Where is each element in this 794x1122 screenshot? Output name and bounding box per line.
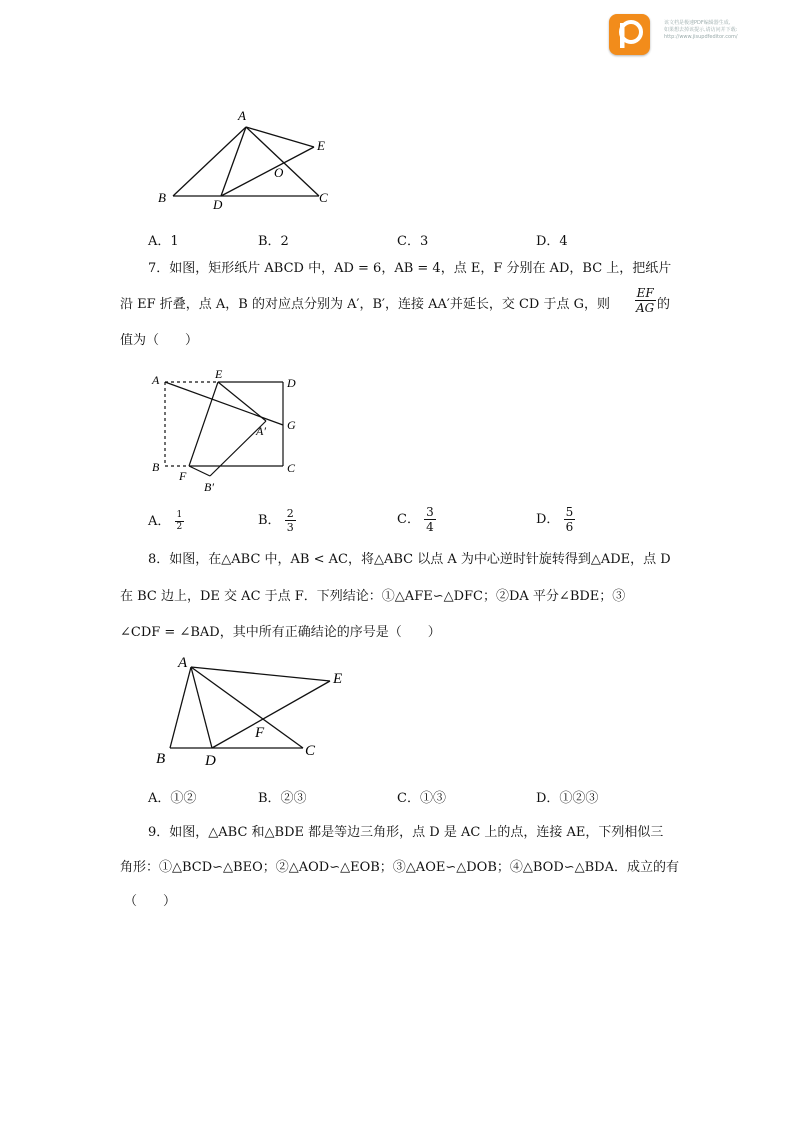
option-b: B．②③ xyxy=(258,791,307,806)
label-D: D xyxy=(213,197,223,212)
fraction-denominator: 3 xyxy=(286,521,294,534)
watermark-line: 该文档是极速PDF编辑器生成, xyxy=(664,20,731,26)
label-A-prime: A′ xyxy=(256,424,266,438)
figure-q6 xyxy=(150,105,350,215)
label-C: C xyxy=(305,743,316,759)
label-A: A xyxy=(238,108,246,123)
q7-line2-end: 的 xyxy=(657,297,671,312)
fraction-denominator: AG xyxy=(636,301,655,315)
option-label: D． xyxy=(536,512,560,527)
option-label: B． xyxy=(258,513,281,528)
label-B: B xyxy=(158,190,166,205)
option-b: B．2 xyxy=(258,234,289,249)
label-A: A xyxy=(152,373,160,387)
q9-line2: 角形：①△BCD∽△BEO；②△AOD∽△EOB；③△AOE∽△DOB；④△BOD∽△BDA．成立的有 xyxy=(120,860,679,875)
option-label: C． xyxy=(397,512,420,527)
q9-line1: 9．如图，△ABC 和△BDE 都是等边三角形，点 D 是 AC 上的点，连接 AE，下列相似三 xyxy=(148,825,664,840)
q7-line1: 7．如图，矩形纸片 ABCD 中，AD = 6，AB = 4，点 E，F 分别在 AD，BC 上，把纸片 xyxy=(148,261,672,276)
label-D: D xyxy=(287,376,296,390)
option-a xyxy=(148,510,184,532)
label-O: O xyxy=(274,165,284,180)
watermark-line: 如果想去掉该提示,请访问并下载: xyxy=(664,27,738,33)
option-b xyxy=(258,508,296,533)
option-d: D．4 xyxy=(536,234,568,249)
fraction-denominator: 4 xyxy=(426,520,434,534)
option-a: A．①② xyxy=(148,791,197,806)
fraction-denominator: 2 xyxy=(176,522,183,532)
label-E: E xyxy=(317,138,325,153)
option-a: A．1 xyxy=(148,234,179,249)
fraction-numerator: 2 xyxy=(286,507,294,520)
label-B: B xyxy=(152,460,160,474)
q7-line2-text: 沿 EF 折叠，点 A，B 的对应点分别为 A′，B′，连接 AA′并延长，交 CD 于点 G，则 xyxy=(120,297,610,312)
fraction-numerator: 3 xyxy=(426,505,434,519)
q9-line3: （ ） xyxy=(124,894,177,909)
fraction-numerator: 5 xyxy=(565,505,574,519)
label-A: A xyxy=(178,655,188,671)
q8-line3: ∠CDF = ∠BAD，其中所有正确结论的序号是（ ） xyxy=(120,625,441,640)
option-label: A． xyxy=(148,514,171,529)
watermark-line: http://www.jisupdfeditor.com/ xyxy=(664,34,738,40)
label-C: C xyxy=(319,190,328,205)
label-F: F xyxy=(179,469,187,483)
label-B: B xyxy=(156,751,166,767)
label-E: E xyxy=(215,367,223,381)
fraction-numerator: EF xyxy=(636,286,654,300)
fraction-denominator: 6 xyxy=(565,520,574,534)
option-d xyxy=(536,506,575,533)
option-c xyxy=(397,506,436,533)
q7-line3: 值为（ ） xyxy=(120,333,199,348)
figure-q7 xyxy=(148,365,318,500)
label-G: G xyxy=(287,418,296,432)
figure-q8 xyxy=(150,650,360,770)
fraction-numerator: 1 xyxy=(176,510,183,520)
q7-fraction xyxy=(634,287,656,314)
watermark-text xyxy=(664,20,738,41)
label-D: D xyxy=(205,753,216,769)
label-E: E xyxy=(333,671,343,687)
q8-line2: 在 BC 边上，DE 交 AC 于点 F．下列结论：①△AFE∽△DFC；②DA 平分∠BDE；③ xyxy=(120,589,626,604)
option-d: D．①②③ xyxy=(536,791,599,806)
q7-line2 xyxy=(120,298,610,311)
pdf-editor-logo xyxy=(609,14,650,55)
q8-line1: 8．如图，在△ABC 中，AB < AC，将△ABC 以点 A 为中心逆时针旋转得到△ADE，点 D xyxy=(148,552,671,567)
option-c: C．①③ xyxy=(397,791,446,806)
label-B-prime: B′ xyxy=(204,480,214,494)
option-c: C．3 xyxy=(397,234,429,249)
p-logo-icon xyxy=(609,14,650,55)
label-C: C xyxy=(287,461,296,475)
label-F: F xyxy=(255,725,265,741)
